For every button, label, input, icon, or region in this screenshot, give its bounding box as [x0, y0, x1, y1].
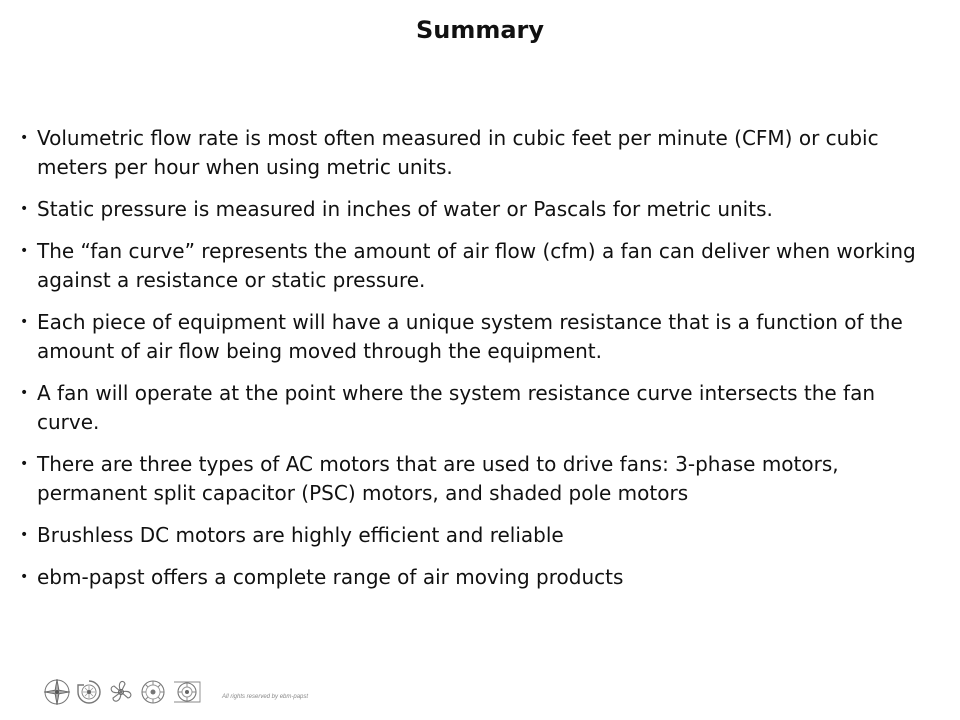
radial-fan-icon: [138, 677, 168, 707]
bullet-text: The “fan curve” represents the amount of air flow (cfm) a fan can deliver when working against a resistance or static pressure.: [37, 239, 916, 292]
bullet-icon: •: [20, 201, 29, 217]
footer-product-icons: [42, 674, 206, 710]
bullet-text: There are three types of AC motors that are used to drive fans: 3-phase motors, permanent split capacitor (PSC) motors, and shaded pole motors: [37, 452, 839, 505]
bullet-text: Brushless DC motors are highly efficient and reliable: [37, 523, 564, 547]
list-item: [20, 308, 940, 366]
bullet-text: ebm-papst offers a complete range of air moving products: [37, 565, 624, 589]
bullet-icon: •: [20, 130, 29, 146]
copyright-notice: All rights reserved by ebm-papst: [222, 694, 309, 700]
bullet-text: A fan will operate at the point where the system resistance curve intersects the fan curve.: [37, 381, 875, 434]
blower-icon: [74, 677, 104, 707]
bullet-text: Volumetric flow rate is most often measured in cubic feet per minute (CFM) or cubic meters per hour when using metric units.: [37, 126, 879, 179]
list-item: [20, 124, 940, 182]
list-item: [20, 379, 940, 437]
bullet-text: Each piece of equipment will have a unique system resistance that is a function of the amount of air flow being moved through the equipment.: [37, 310, 903, 363]
page-title: Summary: [415, 16, 545, 44]
bullet-icon: •: [20, 456, 29, 472]
list-item: [20, 521, 940, 550]
bullet-icon: •: [20, 527, 29, 543]
list-item: [20, 563, 940, 592]
bullet-icon: •: [20, 385, 29, 401]
bullet-list: [20, 124, 940, 605]
motorized-impeller-icon: [170, 677, 204, 707]
bullet-icon: •: [20, 569, 29, 585]
list-item: [20, 450, 940, 508]
bullet-icon: •: [20, 314, 29, 330]
list-item: [20, 195, 940, 224]
list-item: [20, 237, 940, 295]
axial-fan-icon: [106, 677, 136, 707]
bullet-icon: •: [20, 243, 29, 259]
bullet-text: Static pressure is measured in inches of water or Pascals for metric units.: [37, 197, 773, 221]
compass-fan-icon: [42, 677, 72, 707]
